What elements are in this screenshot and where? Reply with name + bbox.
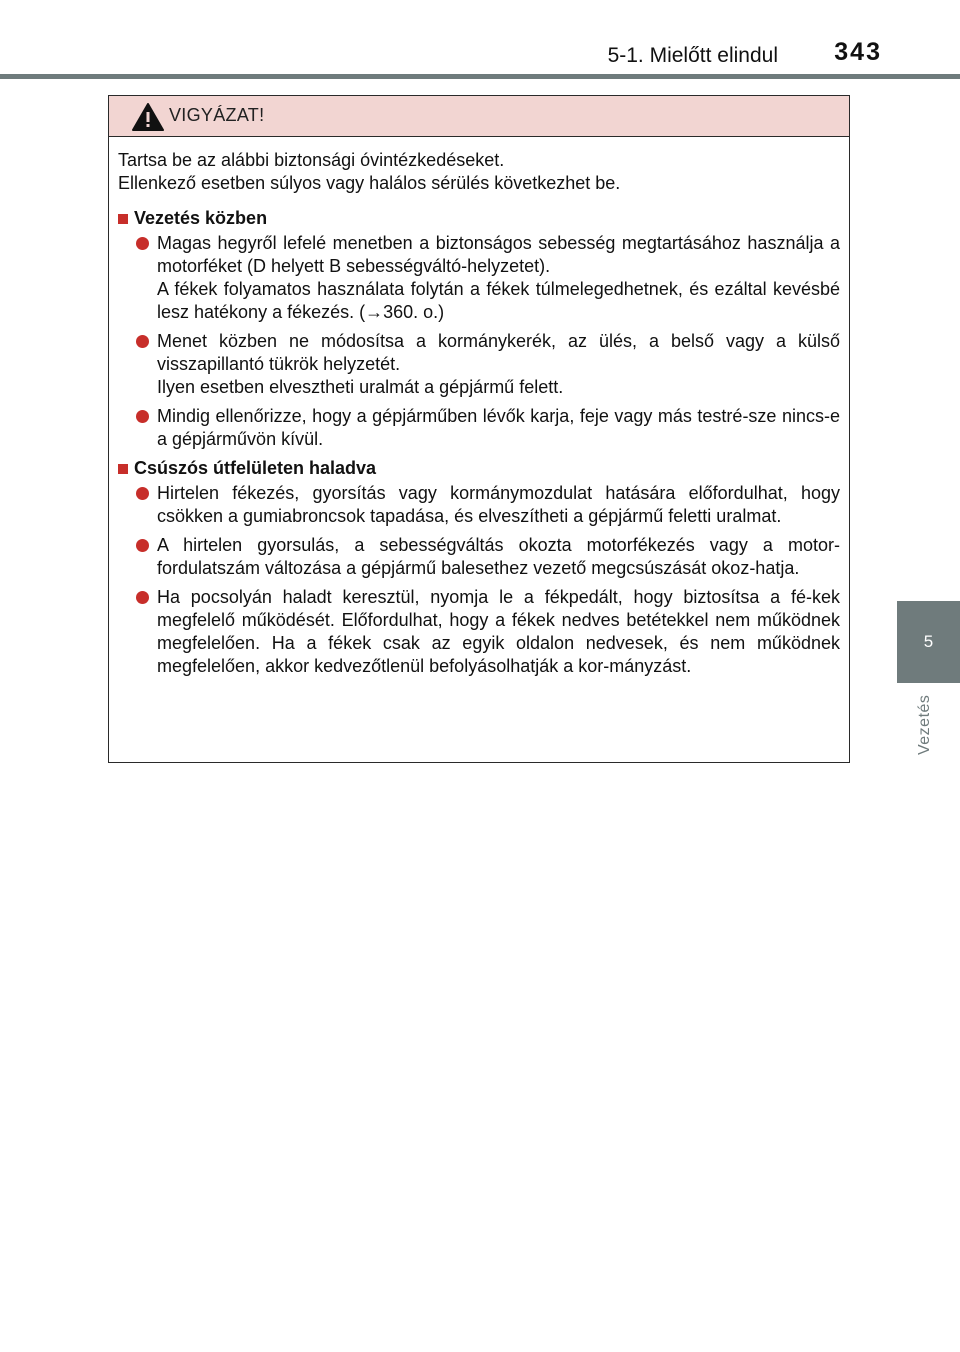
warning-body	[109, 137, 849, 678]
chapter-label: Vezetés	[916, 695, 933, 756]
warning-triangle-icon	[131, 102, 165, 132]
list-item-text: A fékek folyamatos használata folytán a fékek túlmelegedhetnek, és ezáltal kevésbé lesz hatékony a fékezés. (→360. o.)	[157, 279, 840, 322]
page-number: 343	[834, 38, 882, 66]
list-item-text: A hirtelen gyorsulás, a sebességváltás okozta motorfékezés vagy a motor-fordulatszám változása a gépjármű balesethez vezető megcsúszását okoz-hatja.	[157, 535, 840, 578]
list-item	[118, 534, 840, 580]
section-title: 5-1. Mielőtt elindul	[607, 44, 778, 67]
round-bullet-icon	[136, 410, 149, 423]
round-bullet-icon	[136, 487, 149, 500]
round-bullet-icon	[136, 335, 149, 348]
section-heading-text: Vezetés közben	[134, 208, 268, 228]
section-heading	[118, 207, 840, 230]
header-rule	[0, 74, 960, 79]
warning-intro	[118, 149, 840, 195]
warning-title: VIGYÁZAT!	[169, 105, 265, 125]
square-bullet-icon	[118, 464, 128, 474]
list-item-text: Mindig ellenőrizze, hogy a gépjárműben lévők karja, feje vagy más testré-sze nincs-e a gépjárművön kívül.	[157, 406, 840, 449]
list-item	[118, 586, 840, 678]
list-item-text: Magas hegyről lefelé menetben a biztonságos sebesség megtartásához használja a motorféket (D helyett B sebességváltó-helyzetet).	[157, 233, 840, 276]
section-heading-text: Csúszós útfelületen haladva	[134, 458, 377, 478]
chapter-tab[interactable]: 5	[897, 601, 960, 683]
list-item	[118, 330, 840, 399]
round-bullet-icon	[136, 539, 149, 552]
list-item	[118, 405, 840, 451]
round-bullet-icon	[136, 237, 149, 250]
list-item-text: Ha pocsolyán haladt keresztül, nyomja le a fékpedált, hogy biztosítsa a fé-kek megfelelő működését. Előfordulhat, hogy a fékek nedves betétekkel nem működnek megfelelően. Ha a fékek csak az egyik oldalon nedvesek, és nem működnek megfelelően, akkor kedvezőtlenül befolyásolhatják a kor-mányzást.	[157, 587, 840, 676]
list-item-text: Hirtelen fékezés, gyorsítás vagy kormánymozdulat hatására előfordulhat, hogy csökken a gumiabroncsok tapadása, és elveszítheti a gépjármű feletti uralmat.	[157, 483, 840, 526]
list-item	[118, 482, 840, 528]
intro-line: Ellenkező esetben súlyos vagy halálos sérülés következhet be.	[118, 173, 621, 193]
warning-box	[108, 95, 850, 763]
warning-header	[109, 96, 849, 137]
intro-line: Tartsa be az alábbi biztonsági óvintézkedéseket.	[118, 150, 505, 170]
round-bullet-icon	[136, 591, 149, 604]
list-item	[118, 232, 840, 324]
list-item-text: Ilyen esetben elvesztheti uralmát a gépjármű felett.	[157, 377, 564, 397]
section-heading	[118, 457, 840, 480]
square-bullet-icon	[118, 214, 128, 224]
list-item-text: Menet közben ne módosítsa a kormánykerék, az ülés, a belső vagy a külső visszapillantó tükrök helyzetét.	[157, 331, 840, 374]
